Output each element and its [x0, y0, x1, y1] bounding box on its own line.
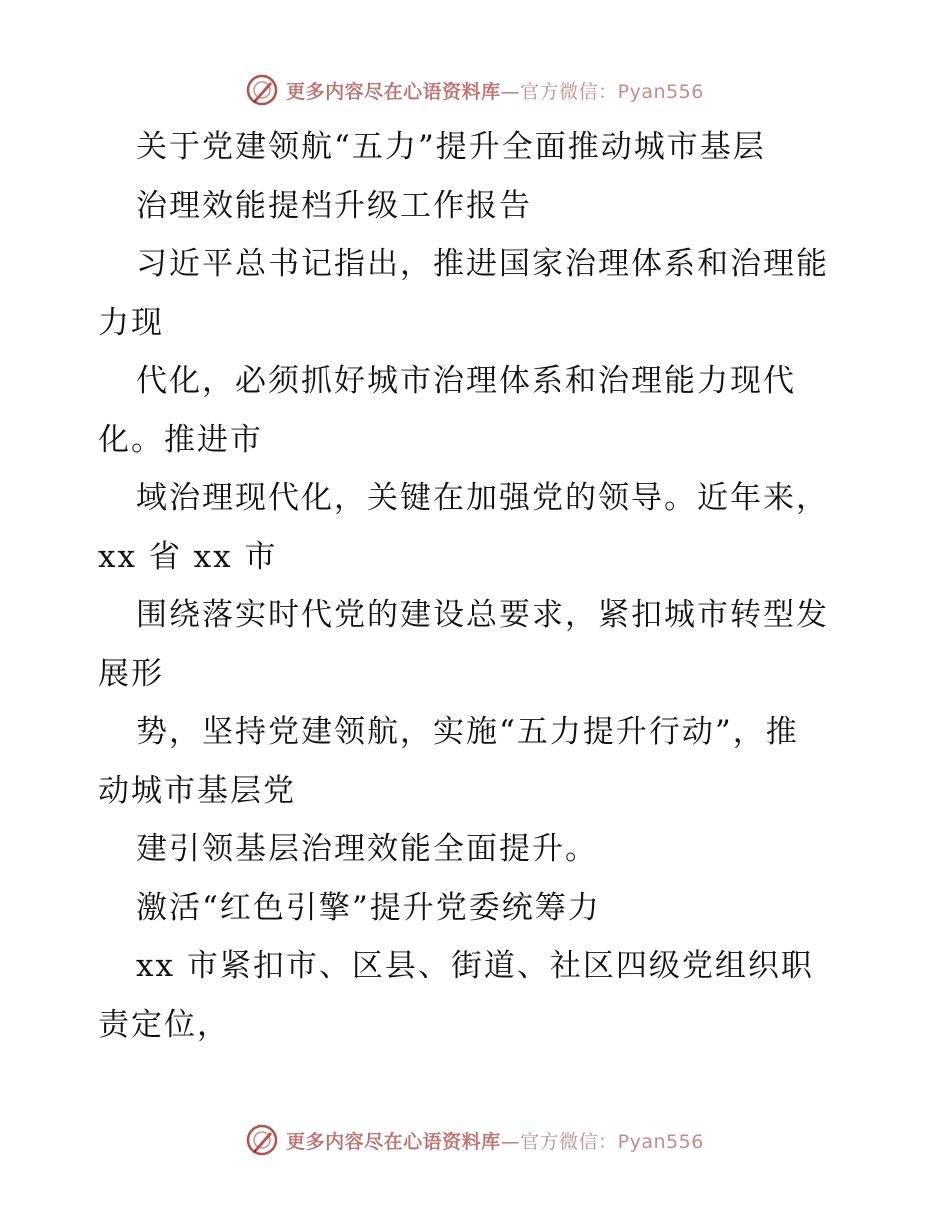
document-title-line-1: 关于党建领航“五力”提升全面推动城市基层 [136, 129, 766, 165]
paragraph-line: 势，坚持党建领航，实施“五力提升行动”，推 [136, 714, 799, 750]
paragraph-line: 展形 [98, 655, 164, 692]
banner-title: 更多内容尽在心语资料库 [286, 80, 501, 103]
paragraph-line: 习近平总书记指出，推进国家治理体系和治理能 [136, 246, 829, 282]
section-heading: 激活“红色引擎”提升党委统筹力 [136, 889, 601, 926]
pen-logo-icon [246, 74, 278, 106]
header-banner [0, 70, 950, 110]
paragraph-line: 动城市基层党 [98, 772, 296, 809]
document-title-line-2: 治理效能提档升级工作报告 [136, 187, 532, 224]
banner-contact: 官方微信：Pyan556 [520, 1130, 704, 1153]
paragraph-line: 化。推进市 [98, 421, 263, 458]
paragraph-line: xx 省 xx 市 [98, 538, 278, 575]
pen-logo-icon [246, 1124, 278, 1156]
paragraph-line: 建引领基层治理效能全面提升。 [136, 831, 598, 867]
paragraph-line: 围绕落实时代党的建设总要求，紧扣城市转型发 [136, 597, 829, 633]
paragraph-line: 力现 [98, 304, 164, 341]
footer-banner [0, 1120, 950, 1160]
document-body [98, 118, 858, 1054]
banner-dash: — [500, 1130, 521, 1153]
paragraph-line: xx 市紧扣市、区县、街道、社区四级党组织职 [136, 948, 814, 984]
paragraph-line: 责定位， [98, 1006, 230, 1043]
banner-contact: 官方微信：Pyan556 [520, 80, 704, 103]
paragraph-line: 域治理现代化，关键在加强党的领导。近年来， [136, 480, 829, 516]
banner-title: 更多内容尽在心语资料库 [286, 1130, 501, 1153]
banner-dash: — [500, 80, 521, 103]
paragraph-line: 代化，必须抓好城市治理体系和治理能力现代 [136, 363, 796, 399]
